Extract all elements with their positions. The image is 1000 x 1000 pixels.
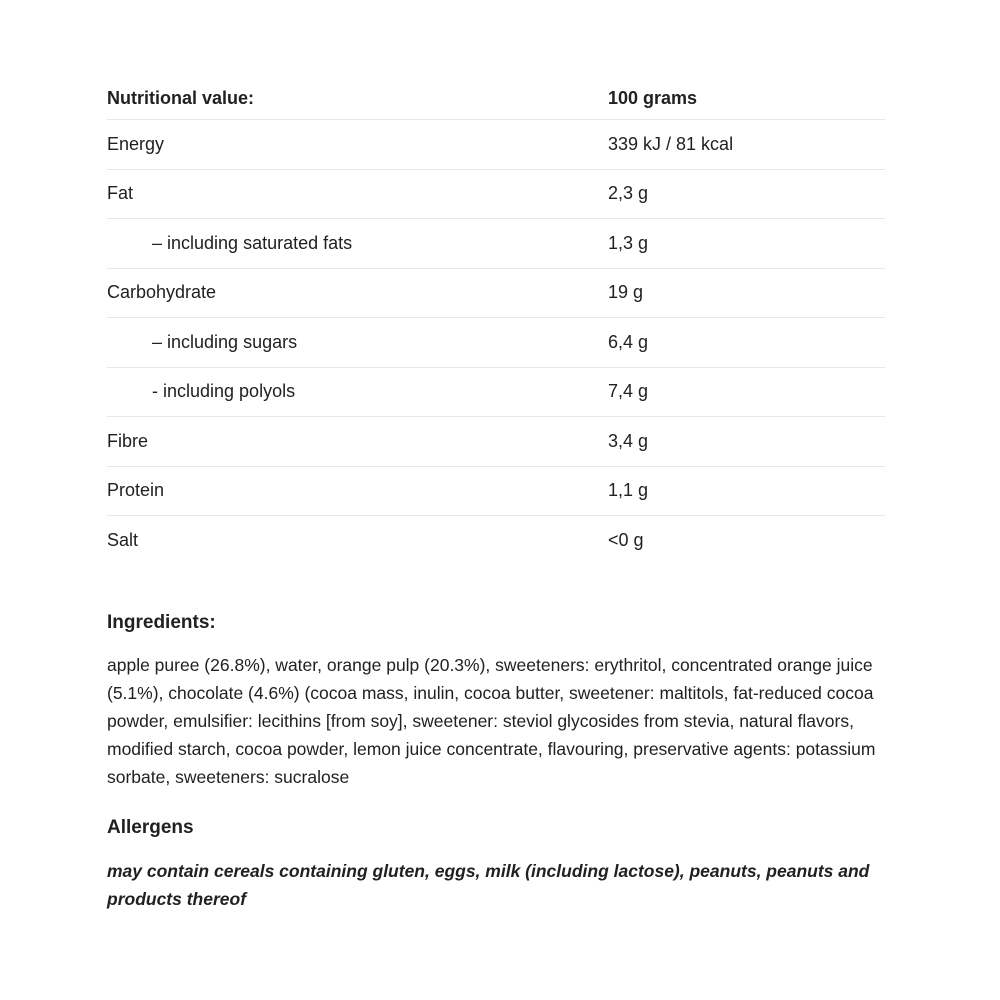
table-row <box>107 269 885 319</box>
nutrition-header-label: Nutritional value: <box>107 88 255 108</box>
nutrition-header-value: 100 grams <box>608 88 698 108</box>
table-row <box>107 219 885 269</box>
table-row <box>107 120 885 170</box>
row-label: Fibre <box>107 430 149 451</box>
row-value: 2,3 g <box>608 183 649 204</box>
ingredients-heading: Ingredients: <box>107 611 216 633</box>
allergens-text: may contain cereals containing gluten, eggs, milk (including lactose), peanuts, peanuts and products thereof <box>107 860 870 909</box>
table-row <box>107 368 885 418</box>
row-value: 339 kJ / 81 kcal <box>608 133 734 154</box>
ingredients-text: apple puree (26.8%), water, orange pulp (20.3%), sweeteners: erythritol, concentrated orange juice (5.1%), chocolate (4.6%) (cocoa mass, inulin, cocoa butter, sweetener: maltitols, fat-reduced cocoa powder, emulsifier: lecithins [from soy], sweetener: steviol glycosides from stevia, natural flavors, modified starch, cocoa powder, lemon juice concentrate, flavouring, preservative agents: potassium sorbate, sweeteners: sucralose <box>107 654 876 787</box>
row-value: 1,1 g <box>608 480 649 501</box>
nutrition-rows <box>107 120 885 566</box>
row-label: - including polyols <box>152 381 296 402</box>
row-value: 19 g <box>608 282 644 303</box>
row-label: Fat <box>107 183 134 204</box>
row-label: – including sugars <box>152 331 298 352</box>
table-row <box>107 516 885 566</box>
row-value: 3,4 g <box>608 430 649 451</box>
row-label: Protein <box>107 480 165 501</box>
nutrition-table <box>107 78 885 566</box>
row-label: Salt <box>107 530 139 551</box>
table-row <box>107 417 885 467</box>
row-value: 6,4 g <box>608 331 649 352</box>
row-label: Energy <box>107 133 165 154</box>
nutrition-table-header <box>107 78 885 120</box>
table-row <box>107 318 885 368</box>
row-value: 7,4 g <box>608 381 649 402</box>
allergens-heading: Allergens <box>107 816 194 838</box>
row-value: 1,3 g <box>608 232 649 253</box>
table-row <box>107 467 885 517</box>
product-info-panel <box>107 78 885 913</box>
table-row <box>107 170 885 220</box>
row-label: Carbohydrate <box>107 282 217 303</box>
row-label: – including saturated fats <box>152 232 353 253</box>
row-value: <0 g <box>608 530 644 551</box>
